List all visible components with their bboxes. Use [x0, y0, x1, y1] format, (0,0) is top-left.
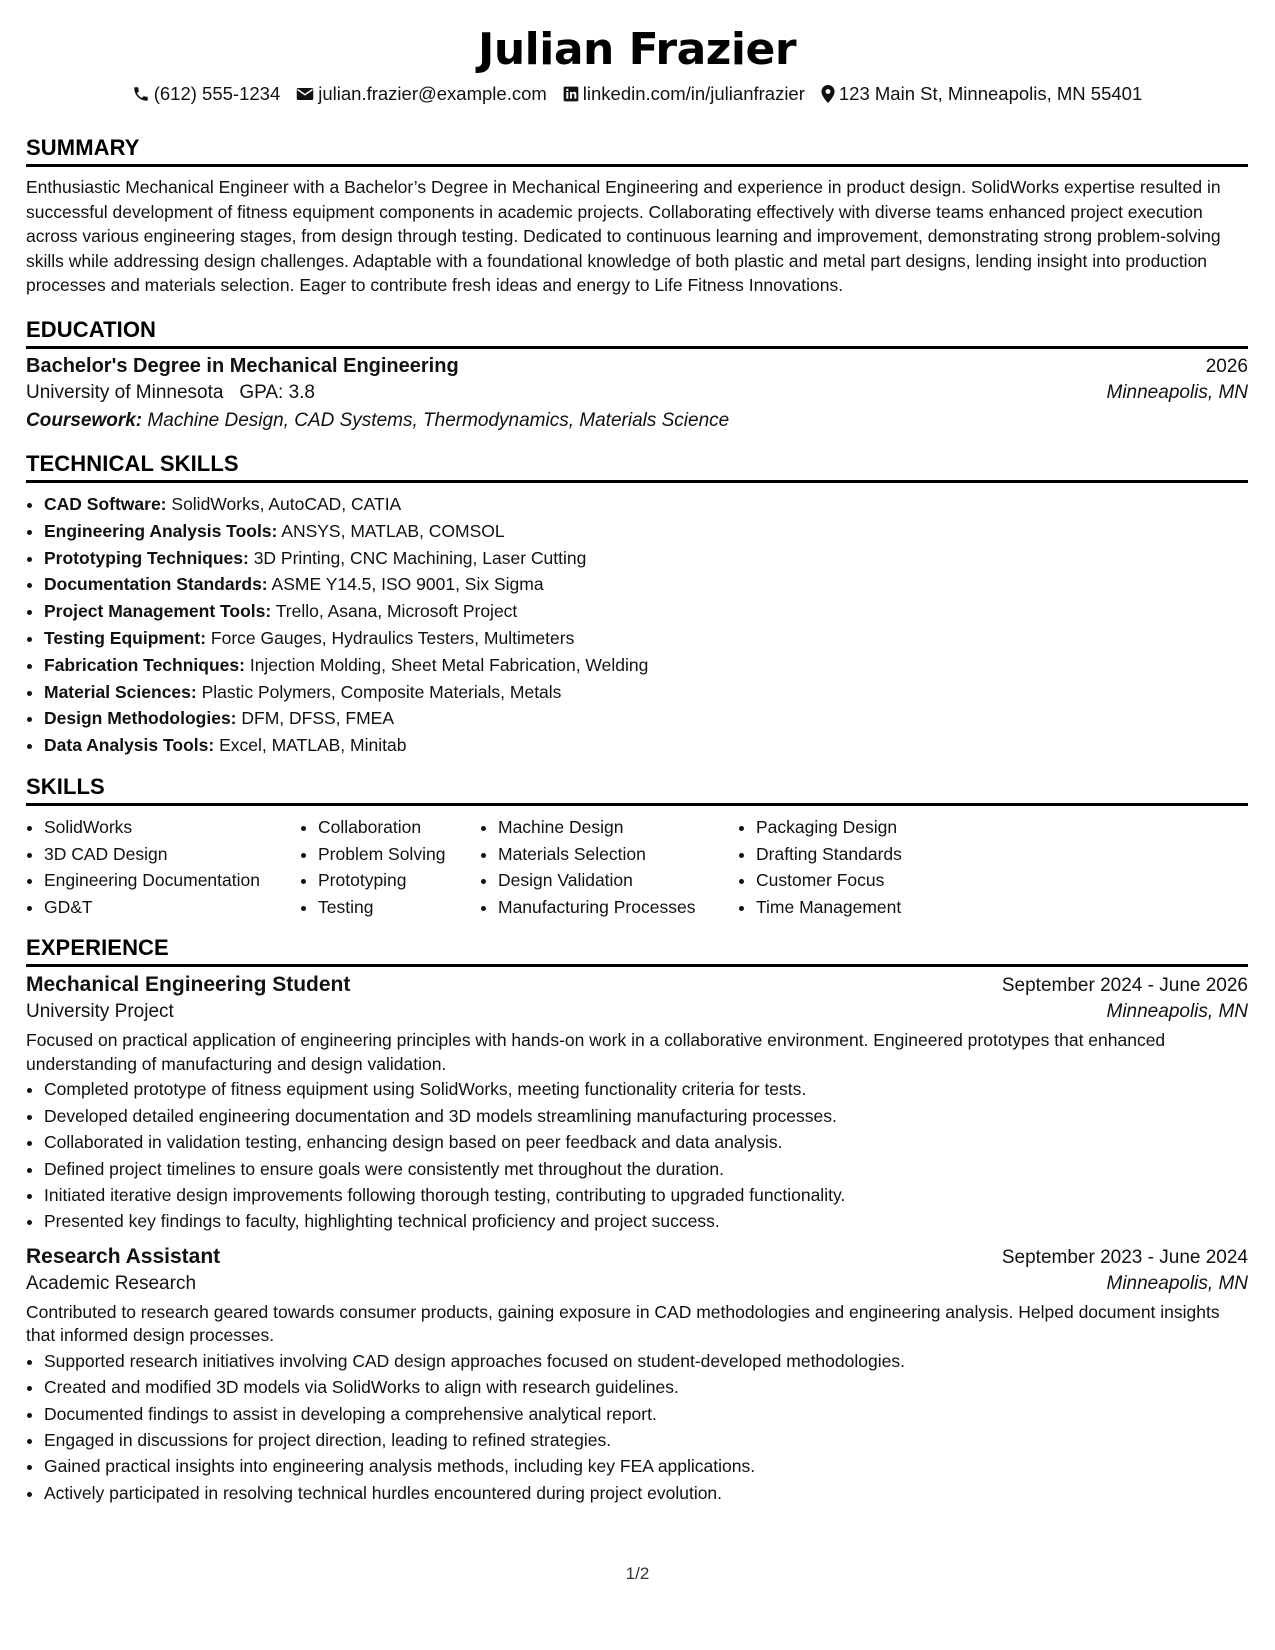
technical-skills-section: [26, 450, 1248, 759]
list-item: • Materials Selection: [498, 841, 738, 868]
list-item: • Drafting Standards: [756, 841, 996, 868]
address-text: 123 Main St, Minneapolis, MN 55401: [838, 83, 1143, 104]
graduation-year: 2026: [1205, 355, 1248, 377]
list-item: • Prototyping Techniques: 3D Printing, CNC Machining, Laser Cutting: [44, 545, 1248, 572]
job-header: [26, 973, 1248, 997]
summary-text: Enthusiastic Mechanical Engineer with a Bachelor’s Degree in Mechanical Engineering and experience in product design. SolidWorks expertise resulted in successful development of fitness equipment components in academic projects. Collaborating effectively with diverse teams enhanced project execution across various engineering stages, from design through testing. Dedicated to continuous learning and improvement, demonstrating strong problem-solving skills while addressing design challenges. Adaptable with a foundational knowledge of both plastic and metal part designs, lending insight into production processes and materials selection. Eager to contribute fresh ideas and energy to Life Fitness Innovations.: [26, 177, 1221, 296]
list-item: • Material Sciences: Plastic Polymers, Composite Materials, Metals: [44, 679, 1248, 706]
list-item: • Testing: [318, 894, 480, 921]
list-item: • CAD Software: SolidWorks, AutoCAD, CATIA: [44, 491, 1248, 518]
summary-section: [26, 134, 1248, 298]
job-bullets: [26, 1348, 1248, 1506]
school-location: Minneapolis, MN: [1106, 381, 1248, 403]
job-subheader: [26, 1001, 1248, 1023]
page-number: 1/2: [625, 1564, 650, 1583]
skills-column-3: [480, 814, 738, 920]
list-item: • Manufacturing Processes: [498, 894, 738, 921]
list-item: • Documentation Standards: ASME Y14.5, ISO 9001, Six Sigma: [44, 571, 1248, 598]
school-row: [26, 382, 1248, 404]
job-organization: Academic Research: [26, 1272, 197, 1294]
job-location: Minneapolis, MN: [1106, 1001, 1248, 1023]
experience-section: [26, 934, 1248, 1506]
list-item: • Supported research initiatives involving CAD design approaches focused on student-developed methodologies.: [44, 1348, 1248, 1374]
list-item: • Gained practical insights into engineering analysis methods, including key FEA applications.: [44, 1453, 1248, 1479]
job-description: Contributed to research geared towards consumer products, gaining exposure in CAD methodologies and engineering analysis. Helped document insights that informed design processes.: [26, 1301, 1220, 1346]
gpa: GPA: 3.8: [239, 381, 315, 403]
list-item: • Problem Solving: [318, 841, 480, 868]
summary-heading: SUMMARY: [26, 134, 1248, 167]
skills-column-1: [26, 814, 300, 920]
list-item: • Machine Design: [498, 814, 738, 841]
experience-heading: EXPERIENCE: [26, 934, 1248, 967]
education-row: [26, 355, 1248, 378]
job-description: Focused on practical application of engineering principles with hands-on work in a collaborative environment. Engineered prototypes that enhanced understanding of manufacturing and design validation.: [26, 1030, 1166, 1074]
phone-icon: [132, 85, 150, 103]
phone-text: (612) 555-1234: [153, 83, 281, 104]
education-section: [26, 316, 1248, 432]
degree-name: Bachelor's Degree in Mechanical Engineering: [26, 354, 459, 377]
list-item: • Engaged in discussions for project direction, leading to refined strategies.: [44, 1427, 1248, 1453]
job-dates: September 2023 - June 2024: [1001, 1246, 1248, 1268]
school-info: [26, 382, 315, 404]
school-name: University of Minnesota: [26, 381, 224, 403]
list-item: • Design Validation: [498, 867, 738, 894]
list-item: • Project Management Tools: Trello, Asana, Microsoft Project: [44, 598, 1248, 625]
job-dates: September 2024 - June 2026: [1001, 975, 1248, 997]
linkedin-text: linkedin.com/in/julianfrazier: [582, 83, 805, 104]
coursework-list: Machine Design, CAD Systems, Thermodynamics, Materials Science: [147, 409, 730, 431]
contact-email[interactable]: [296, 82, 547, 106]
list-item: • Customer Focus: [756, 867, 996, 894]
technical-skills-heading: TECHNICAL SKILLS: [26, 450, 1248, 483]
job-entry-2: [26, 1245, 1248, 1506]
linkedin-icon: [563, 86, 579, 102]
list-item: • Actively participated in resolving technical hurdles encountered during project evolution.: [44, 1480, 1248, 1506]
skills-grid: [26, 814, 1248, 920]
contact-linkedin[interactable]: [563, 82, 805, 106]
skills-column-4: [738, 814, 996, 920]
list-item: • Defined project timelines to ensure goals were consistently met throughout the duration.: [44, 1156, 1248, 1182]
candidate-name: Julian Frazier: [477, 24, 797, 75]
job-title: Research Assistant: [26, 1244, 221, 1268]
email-text: julian.frazier@example.com: [318, 83, 547, 104]
list-item: • Engineering Documentation: [44, 867, 300, 894]
list-item: • 3D CAD Design: [44, 841, 300, 868]
list-item: • Created and modified 3D models via SolidWorks to align with research guidelines.: [44, 1374, 1248, 1400]
list-item: • Completed prototype of fitness equipment using SolidWorks, meeting functionality criteria for tests.: [44, 1076, 1248, 1102]
job-location: Minneapolis, MN: [1106, 1272, 1248, 1294]
technical-skills-list: [26, 491, 1248, 759]
list-item: • Collaborated in validation testing, enhancing design based on peer feedback and data analysis.: [44, 1129, 1248, 1155]
job-bullets: [26, 1076, 1248, 1234]
coursework: [26, 410, 1248, 432]
map-pin-icon: [821, 85, 835, 103]
list-item: • Presented key findings to faculty, highlighting technical proficiency and project success.: [44, 1208, 1248, 1234]
list-item: • Prototyping: [318, 867, 480, 894]
list-item: • SolidWorks: [44, 814, 300, 841]
list-item: • Testing Equipment: Force Gauges, Hydraulics Testers, Multimeters: [44, 625, 1248, 652]
list-item: • Design Methodologies: DFM, DFSS, FMEA: [44, 705, 1248, 732]
job-organization: University Project: [26, 1001, 174, 1023]
contact-address: [821, 82, 1142, 106]
list-item: • Data Analysis Tools: Excel, MATLAB, Minitab: [44, 732, 1248, 759]
education-heading: EDUCATION: [26, 316, 1248, 349]
contact-phone[interactable]: [132, 82, 281, 106]
list-item: • Packaging Design: [756, 814, 996, 841]
job-entry-1: [26, 973, 1248, 1234]
resume-page: [26, 0, 1248, 1506]
job-title: Mechanical Engineering Student: [26, 973, 351, 997]
job-header: [26, 1245, 1248, 1269]
list-item: • Initiated iterative design improvements following thorough testing, contributing to upgraded functionality.: [44, 1182, 1248, 1208]
list-item: • Documented findings to assist in developing a comprehensive analytical report.: [44, 1401, 1248, 1427]
skills-section: [26, 773, 1248, 920]
list-item: • Developed detailed engineering documentation and 3D models streamlining manufacturing processes.: [44, 1103, 1248, 1129]
envelope-icon: [296, 86, 314, 102]
list-item: • Collaboration: [318, 814, 480, 841]
list-item: • GD&T: [44, 894, 300, 921]
job-subheader: [26, 1273, 1248, 1295]
coursework-label: Coursework:: [26, 409, 143, 431]
list-item: • Fabrication Techniques: Injection Molding, Sheet Metal Fabrication, Welding: [44, 652, 1248, 679]
skills-column-2: [300, 814, 480, 920]
list-item: • Time Management: [756, 894, 996, 921]
list-item: • Engineering Analysis Tools: ANSYS, MATLAB, COMSOL: [44, 518, 1248, 545]
skills-heading: SKILLS: [26, 773, 1248, 806]
contact-bar: [26, 82, 1248, 106]
